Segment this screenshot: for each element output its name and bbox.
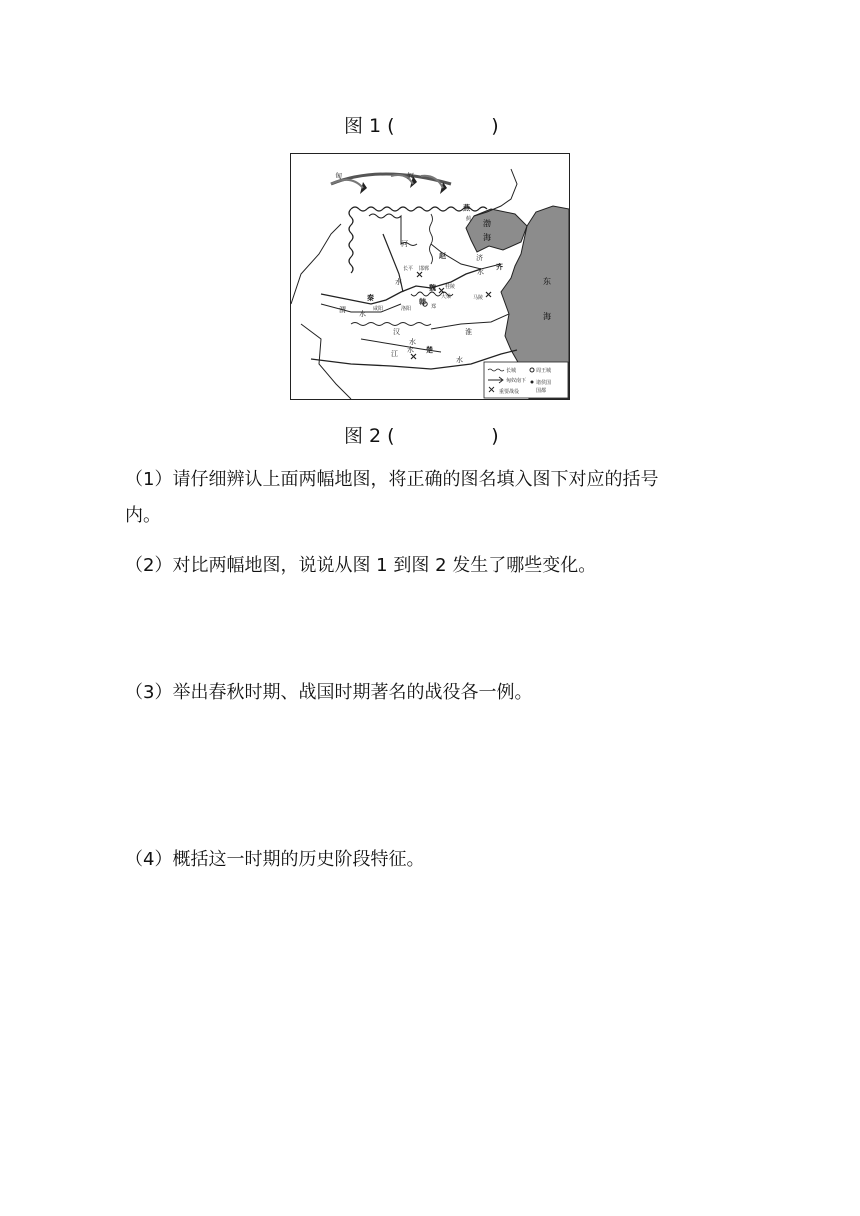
legend-xiongnu-south: 匈奴南下: [506, 378, 527, 384]
svg-text:水: 水: [395, 278, 402, 286]
svg-text:河: 河: [401, 240, 408, 248]
svg-text:淮: 淮: [465, 328, 472, 336]
figure2-caption: 图 2 ( ): [344, 425, 499, 447]
svg-text:国都: 国都: [536, 388, 547, 394]
svg-text:水: 水: [407, 346, 414, 354]
huai-river: [431, 314, 509, 329]
svg-text:渭: 渭: [339, 306, 346, 314]
question-2: （2）对比两幅地图，说说从图 1 到图 2 发生了哪些变化。: [125, 555, 597, 576]
svg-text:邯郸: 邯郸: [419, 266, 430, 272]
legend-battle: 重要战役: [499, 389, 520, 395]
svg-text:江: 江: [391, 350, 398, 358]
svg-text:长平: 长平: [403, 266, 414, 272]
svg-text:蓟: 蓟: [466, 216, 472, 222]
figure1-caption: 图 1 ( ): [344, 115, 499, 137]
svg-text:秦: 秦: [367, 294, 374, 302]
warring-states-map: [290, 153, 570, 400]
svg-text:水: 水: [477, 268, 484, 276]
question-1: （1）请仔细辨认上面两幅地图，将正确的图名填入图下对应的括号 内。: [125, 469, 659, 526]
svg-text:咸阳: 咸阳: [373, 306, 384, 312]
svg-text:赵: 赵: [439, 252, 446, 260]
svg-text:东: 东: [543, 277, 551, 286]
great-wall-west: [349, 209, 353, 273]
svg-text:燕: 燕: [463, 204, 470, 212]
svg-text:水: 水: [456, 356, 463, 364]
legend-zhou-capital: 周王城: [536, 368, 552, 374]
svg-text:齐: 齐: [496, 263, 503, 271]
svg-text:汉: 汉: [393, 328, 400, 336]
svg-text:魏: 魏: [429, 284, 436, 292]
svg-text:水: 水: [409, 338, 416, 346]
svg-text:大梁: 大梁: [441, 294, 452, 300]
svg-text:郑: 郑: [431, 304, 437, 310]
yellow-river: [321, 269, 484, 304]
question-3: （3）举出春秋时期、战国时期著名的战役各一例。: [125, 682, 533, 703]
question-4: （4）概括这一时期的历史阶段特征。: [125, 849, 425, 870]
svg-text:楚: 楚: [426, 346, 433, 354]
svg-text:济: 济: [476, 254, 483, 262]
legend-vassal-capital: 诸侯国: [536, 380, 552, 386]
svg-text:洛阳: 洛阳: [401, 306, 412, 312]
label-xiongnu-2: 奴: [407, 172, 414, 180]
svg-text:水: 水: [359, 310, 366, 318]
label-xiongnu-1: 匈: [335, 172, 342, 180]
svg-text:渤: 渤: [483, 219, 491, 228]
svg-text:马陵: 马陵: [473, 295, 484, 301]
svg-text:海: 海: [483, 233, 491, 242]
svg-text:海: 海: [543, 312, 551, 321]
svg-text:韩: 韩: [419, 298, 426, 306]
legend-great-wall: 长城: [506, 368, 517, 374]
svg-text:桂陵: 桂陵: [445, 284, 456, 290]
